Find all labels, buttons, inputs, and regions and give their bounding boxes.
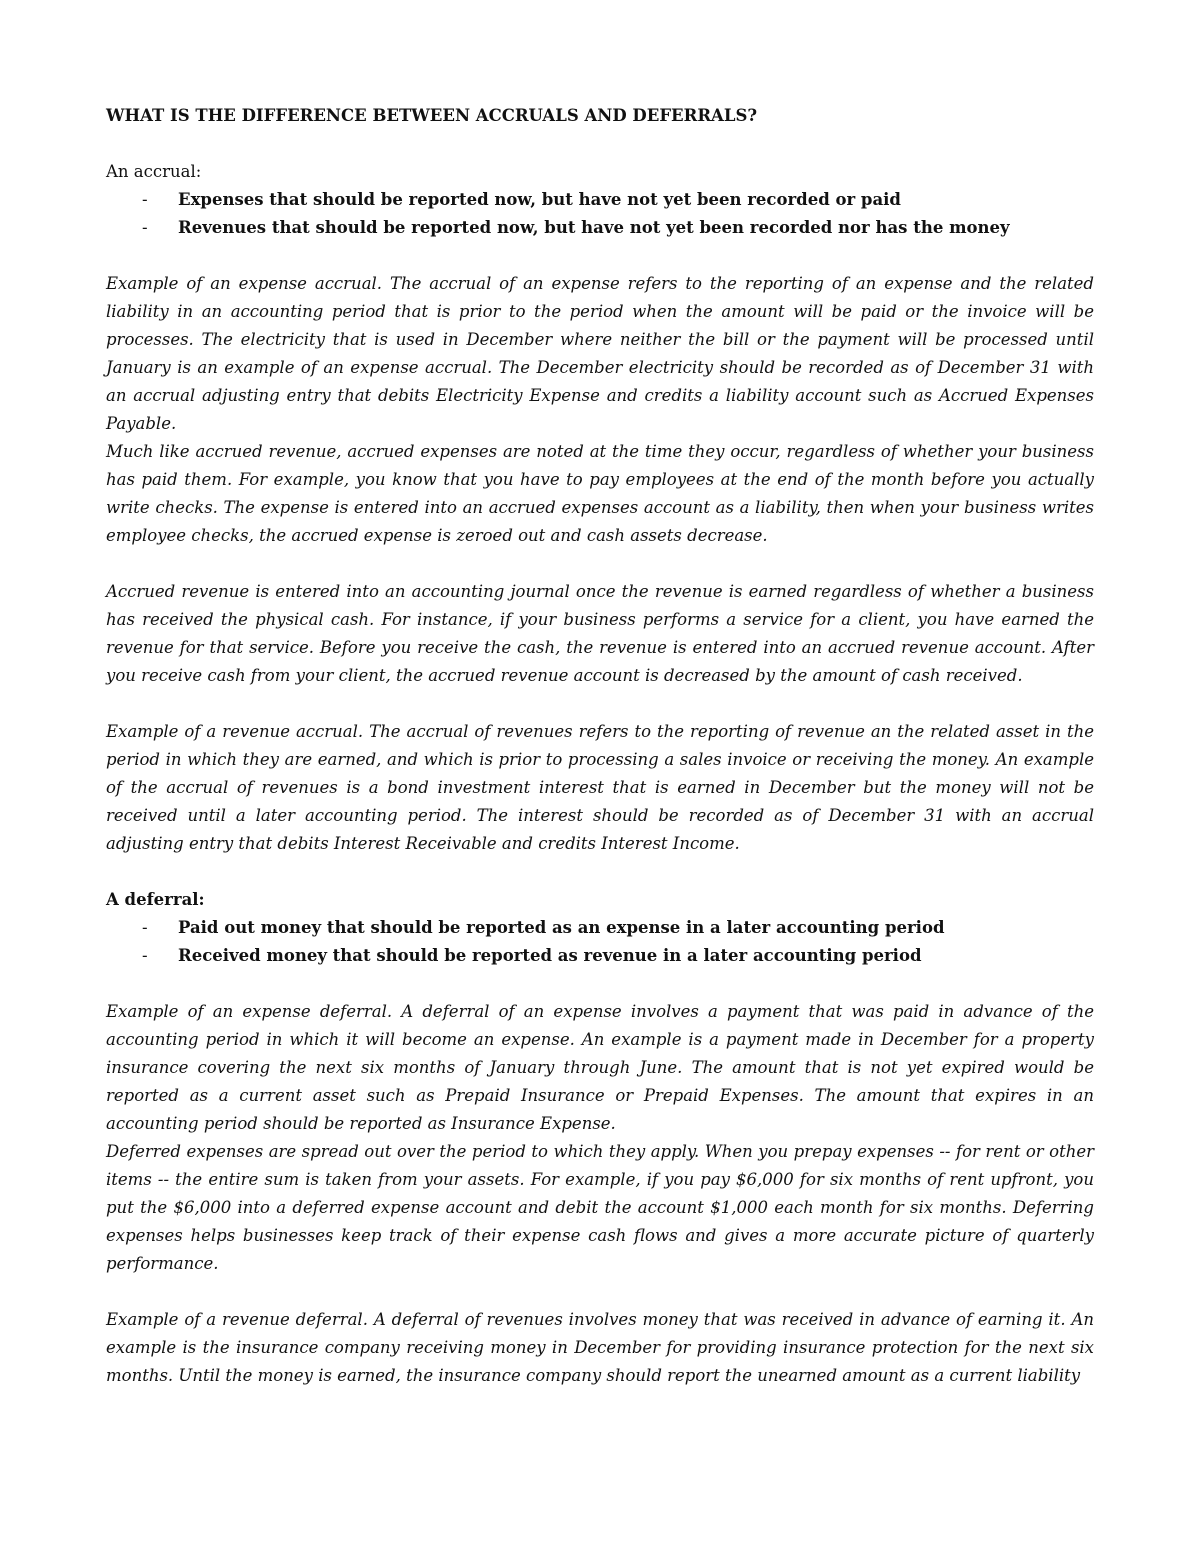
list-item: [106, 914, 1094, 942]
list-item: [106, 942, 1094, 970]
list-item: [106, 214, 1094, 242]
accrual-label: An accrual:: [106, 162, 202, 181]
expense-deferral-example: Example of an expense deferral. A deferral of an expense involves a payment that was paid in advance of the accounting period in which it will become an expense. An example is a payment made in December for a property insurance covering the next six months of January through June. The amount that is not yet expired would be reported as a current asset such as Prepaid Insurance or Prepaid Expenses. The amount that expires in an accounting period should be reported as Insurance Expense.: [106, 1002, 1094, 1133]
bullet-dash: -: [142, 218, 148, 237]
revenue-deferral-example: Example of a revenue deferral. A deferral of revenues involves money that was received in advance of earning it. An example is the insurance company receiving money in December for providing insurance protection for the next six months. Until the money is earned, the insurance company should report the unearned amount as a current liability: [106, 1310, 1094, 1385]
document-title: WHAT IS THE DIFFERENCE BETWEEN ACCRUALS AND DEFERRALS?: [106, 106, 758, 125]
accrued-revenue-paragraph: Accrued revenue is entered into an accounting journal once the revenue is earned regardless of whether a business has received the physical cash. For instance, if your business performs a service for a client, you have earned the revenue for that service. Before you receive the cash, the revenue is entered into an accrued revenue account. After you receive cash from your client, the accrued revenue account is decreased by the amount of cash received.: [106, 582, 1094, 685]
bullet-dash: -: [142, 190, 148, 209]
spacer: [106, 1278, 1094, 1306]
deferral-bullet-list: [106, 914, 1094, 970]
spacer: [106, 858, 1094, 886]
deferred-expenses-paragraph: Deferred expenses are spread out over the period to which they apply. When you prepay expenses -- for rent or other items -- the entire sum is taken from your assets. For example, if you pay $6,000 for six months of rent upfront, you put the $6,000 into a deferred expense account and debit the account $1,000 each month for six months. Deferring expenses helps businesses keep track of their expense cash flows and gives a more accurate picture of quarterly performance.: [106, 1142, 1094, 1273]
document-page: [106, 102, 1094, 1390]
accrued-expenses-paragraph: Much like accrued revenue, accrued expenses are noted at the time they occur, regardless of whether your business has paid them. For example, you know that you have to pay employees at the end of the month before you actually write checks. The expense is entered into an accrued expenses account as a liability, then when your business writes employee checks, the accrued expense is zeroed out and cash assets decrease.: [106, 442, 1094, 545]
spacer: [106, 242, 1094, 270]
bullet-text: Revenues that should be reported now, but have not yet been recorded nor has the money: [178, 218, 1010, 237]
bullet-text: Received money that should be reported as revenue in a later accounting period: [178, 946, 922, 965]
bullet-text: Paid out money that should be reported as an expense in a later accounting period: [178, 918, 945, 937]
deferral-label: A deferral:: [106, 890, 205, 909]
spacer: [106, 130, 1094, 158]
spacer: [106, 970, 1094, 998]
expense-accrual-example: Example of an expense accrual. The accrual of an expense refers to the reporting of an expense and the related liability in an accounting period that is prior to the period when the amount will be paid or the invoice will be processes. The electricity that is used in December where neither the bill or the payment will be processed until January is an example of an expense accrual. The December electricity should be recorded as of December 31 with an accrual adjusting entry that debits Electricity Expense and credits a liability account such as Accrued Expenses Payable.: [106, 274, 1094, 433]
bullet-dash: -: [142, 946, 148, 965]
bullet-text: Expenses that should be reported now, but have not yet been recorded or paid: [178, 190, 901, 209]
accrual-bullet-list: [106, 186, 1094, 242]
bullet-dash: -: [142, 918, 148, 937]
list-item: [106, 186, 1094, 214]
revenue-accrual-example: Example of a revenue accrual. The accrual of revenues refers to the reporting of revenue an the related asset in the period in which they are earned, and which is prior to processing a sales invoice or receiving the money. An example of the accrual of revenues is a bond investment interest that is earned in December but the money will not be received until a later accounting period. The interest should be recorded as of December 31 with an accrual adjusting entry that debits Interest Receivable and credits Interest Income.: [106, 722, 1094, 853]
spacer: [106, 690, 1094, 718]
spacer: [106, 550, 1094, 578]
